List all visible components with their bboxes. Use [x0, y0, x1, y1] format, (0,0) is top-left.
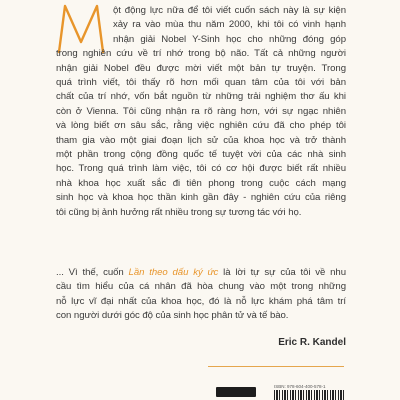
paragraph-2-line: nỗ lực vĩ đại nhất của khoa học, đó là nỗ lực khám phá tâm trí — [56, 295, 346, 307]
paragraph-1-line: nhận giải Nobel đều được mời viết một bản tự truyện. Trong — [56, 62, 346, 74]
paragraph-1-line: nhận giải Nobel Y-Sinh học cho những đóng góp — [113, 33, 346, 45]
paragraph-1-line: tham gia vào một giai đoạn lịch sử của khoa học và trở thành — [56, 134, 346, 146]
paragraph-1-line: và lòng biết ơn sâu sắc, rằng việc nghiên cứu đã cho phép tôi — [56, 120, 346, 132]
paragraph-2-line: cầu tìm hiểu của cá nhân đã hòa chung vào một trong những — [56, 281, 346, 293]
paragraph-2-intro: ... Vì thế, cuốn — [56, 267, 129, 278]
paragraph-1-line: một phần trong cộng đồng quốc tế tuyệt vời của các nhà sinh — [56, 149, 346, 161]
paragraph-1-line: quá trình viết, tôi thấy rõ hơn mối quan tâm của tôi với bản — [56, 77, 346, 89]
paragraph-1-line: học. Trong quá trình làm việc, tôi có cơ hội được biết rất nhiều — [56, 163, 346, 175]
paragraph-1-line: sinh học và khoa học thần kinh gần đây - nghiên cứu của riêng — [56, 192, 346, 204]
paragraph-1-line: tôi cũng bị ảnh hưởng rất nhiều trong sự tương tác với họ. — [56, 206, 302, 218]
paragraph-1-line: còn ở Vienna. Tôi cũng nhận ra rõ ràng hơn, với sự ngạc nhiên — [56, 105, 346, 117]
publisher-logo — [216, 387, 256, 397]
paragraph-1 — [56, 4, 346, 220]
author-signature: Eric R. Kandel — [278, 337, 346, 348]
paragraph-1-line: chất của trí nhớ, vốn bắt nguồn từ những trải nghiệm thơ ấu khi — [56, 91, 346, 103]
paragraph-2-line: con người dưới góc độ của sinh học phân tử và tế bào. — [56, 310, 289, 322]
paragraph-1-line: xảy ra vào mùa thu năm 2000, khi tôi có vinh hạnh — [113, 19, 346, 31]
paragraph-1-line: ột động lực nữa để tôi viết cuốn sách này là sự kiện — [113, 5, 346, 16]
paragraph-2-line — [56, 266, 346, 280]
paragraph-1-line: trong nghiên cứu về trí nhớ trong bộ não. Tất cả những người — [56, 48, 346, 60]
paragraph-2 — [56, 266, 346, 324]
barcode — [274, 390, 346, 400]
book-title-italic: Lần theo dấu ký ức — [128, 267, 219, 278]
paragraph-1-line: nhà khoa học xuất sắc đi tiên phong trong cuộc cách mạng — [56, 177, 346, 189]
isbn-text: ISBN: 978-604-400-578-1 — [274, 384, 326, 389]
paragraph-2-intro-rest: là lời tự sự của tôi về nhu — [218, 267, 346, 278]
divider-line — [208, 366, 344, 367]
